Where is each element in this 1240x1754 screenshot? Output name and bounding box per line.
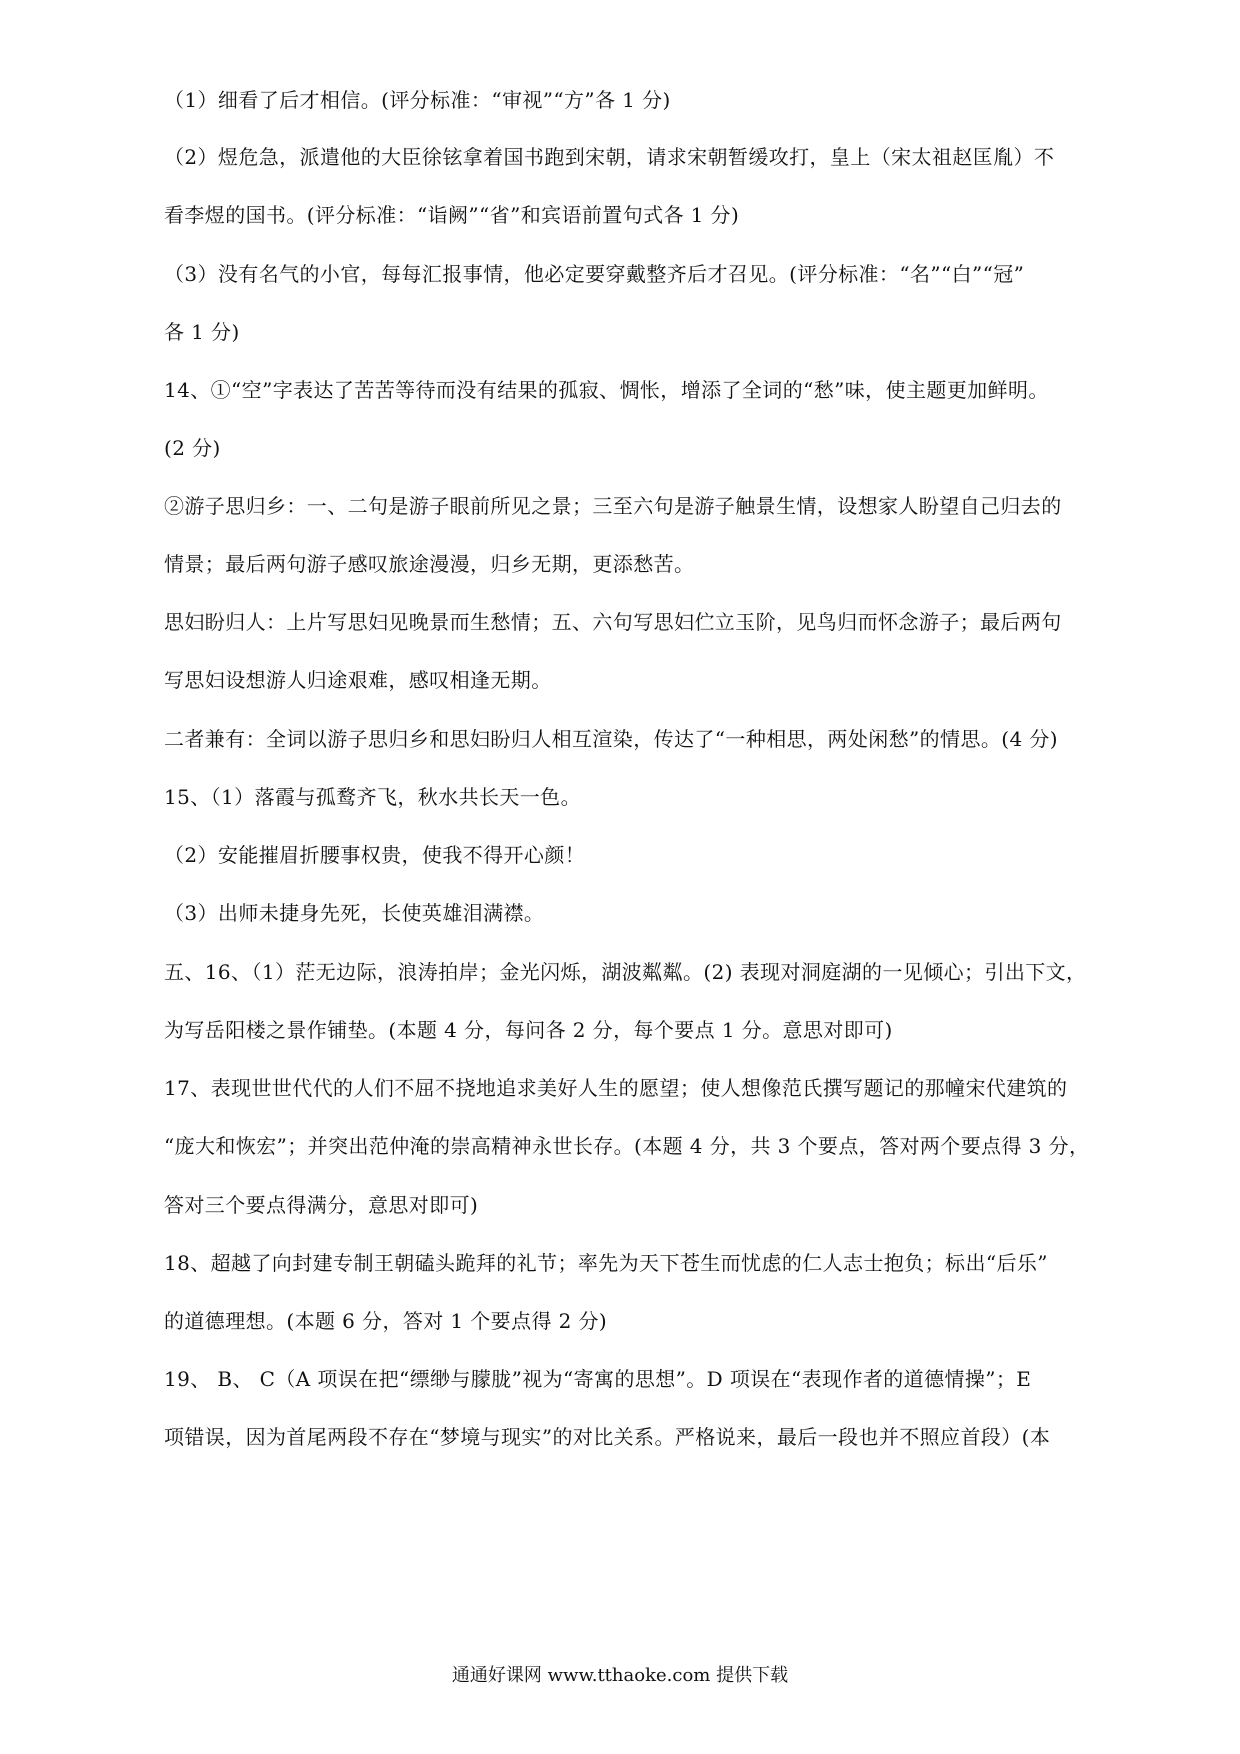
answer-line: 18、超越了向封建专制王朝磕头跪拜的礼节；率先为天下苍生而忧虑的仁人志士抱负；标出“后乐” <box>164 1251 1048 1275</box>
answer-line: 情景；最后两句游子感叹旅途漫漫，归乡无期，更添愁苦。 <box>164 552 695 576</box>
answer-line: 看李煜的国书。(评分标准：“诣阙”“省”和宾语前置句式各 1 分) <box>164 203 740 227</box>
answer-line: 答对三个要点得满分，意思对即可) <box>164 1193 479 1217</box>
answer-line: 15、（1）落霞与孤鹜齐飞，秋水共长天一色。 <box>164 785 581 809</box>
answer-line: 14、①“空”字表达了苦苦等待而没有结果的孤寂、惆怅，增添了全词的“愁”味，使主题更加鲜明。 <box>164 378 1049 402</box>
answer-line: 二者兼有：全词以游子思归乡和思妇盼归人相互渲染，传达了“一种相思，两处闲愁”的情思。(4 分) <box>164 727 1058 751</box>
answer-line: 项错误，因为首尾两段不存在“梦境与现实”的对比关系。严格说来，最后一段也并不照应首段）(本 <box>164 1425 1051 1449</box>
answer-line: 17、表现世世代代的人们不屈不挠地追求美好人生的愿望；使人想像范氏撰写题记的那幢宋代建筑的 <box>164 1076 1068 1100</box>
answer-line: （1）细看了后才相信。(评分标准：“审视”“方”各 1 分) <box>164 88 671 112</box>
answer-line: 五、16、（1）茫无边际，浪涛拍岸；金光闪烁，湖波粼粼。(2) 表现对洞庭湖的一见倾心；引出下文， <box>164 960 1087 984</box>
answer-line: （2）安能摧眉折腰事权贵，使我不得开心颜！ <box>164 843 586 867</box>
answer-line: （2）煜危急，派遣他的大臣徐铉拿着国书跑到宋朝，请求宋朝暂缓攻打，皇上（宋太祖赵匡胤）不 <box>164 145 1055 169</box>
answer-line: 各 1 分) <box>164 320 240 344</box>
answer-line: 写思妇设想游人归途艰难，感叹相逢无期。 <box>164 668 552 692</box>
answer-line: “庞大和恢宏”；并突出范仲淹的崇高精神永世长存。(本题 4 分，共 3 个要点，答对两个要点得 3 分， <box>164 1134 1090 1158</box>
answer-line: 的道德理想。(本题 6 分，答对 1 个要点得 2 分) <box>164 1309 608 1333</box>
page-footer: 通通好课网 www.tthaoke.com 提供下载 <box>451 1665 789 1686</box>
answer-line: 19、 B、 C（A 项误在把“缥缈与朦胧”视为“寄寓的思想”。D 项误在“表现作者的道德情操”；E <box>164 1367 1032 1391</box>
answer-line: （3）出师未捷身先死，长使英雄泪满襟。 <box>164 901 545 925</box>
answer-line: 思妇盼归人：上片写思妇见晚景而生愁情；五、六句写思妇伫立玉阶，见鸟归而怀念游子；最后两句 <box>164 610 1062 634</box>
answer-line: (2 分) <box>164 436 221 460</box>
answer-line: ②游子思归乡：一、二句是游子眼前所见之景；三至六句是游子触景生情，设想家人盼望自己归去的 <box>164 494 1062 518</box>
answer-line: 为写岳阳楼之景作铺垫。(本题 4 分，每问各 2 分，每个要点 1 分。意思对即可) <box>164 1018 893 1042</box>
answer-line: （3）没有名气的小官，每每汇报事情，他必定要穿戴整齐后才召见。(评分标准：“名”“白”“冠” <box>164 262 1025 286</box>
